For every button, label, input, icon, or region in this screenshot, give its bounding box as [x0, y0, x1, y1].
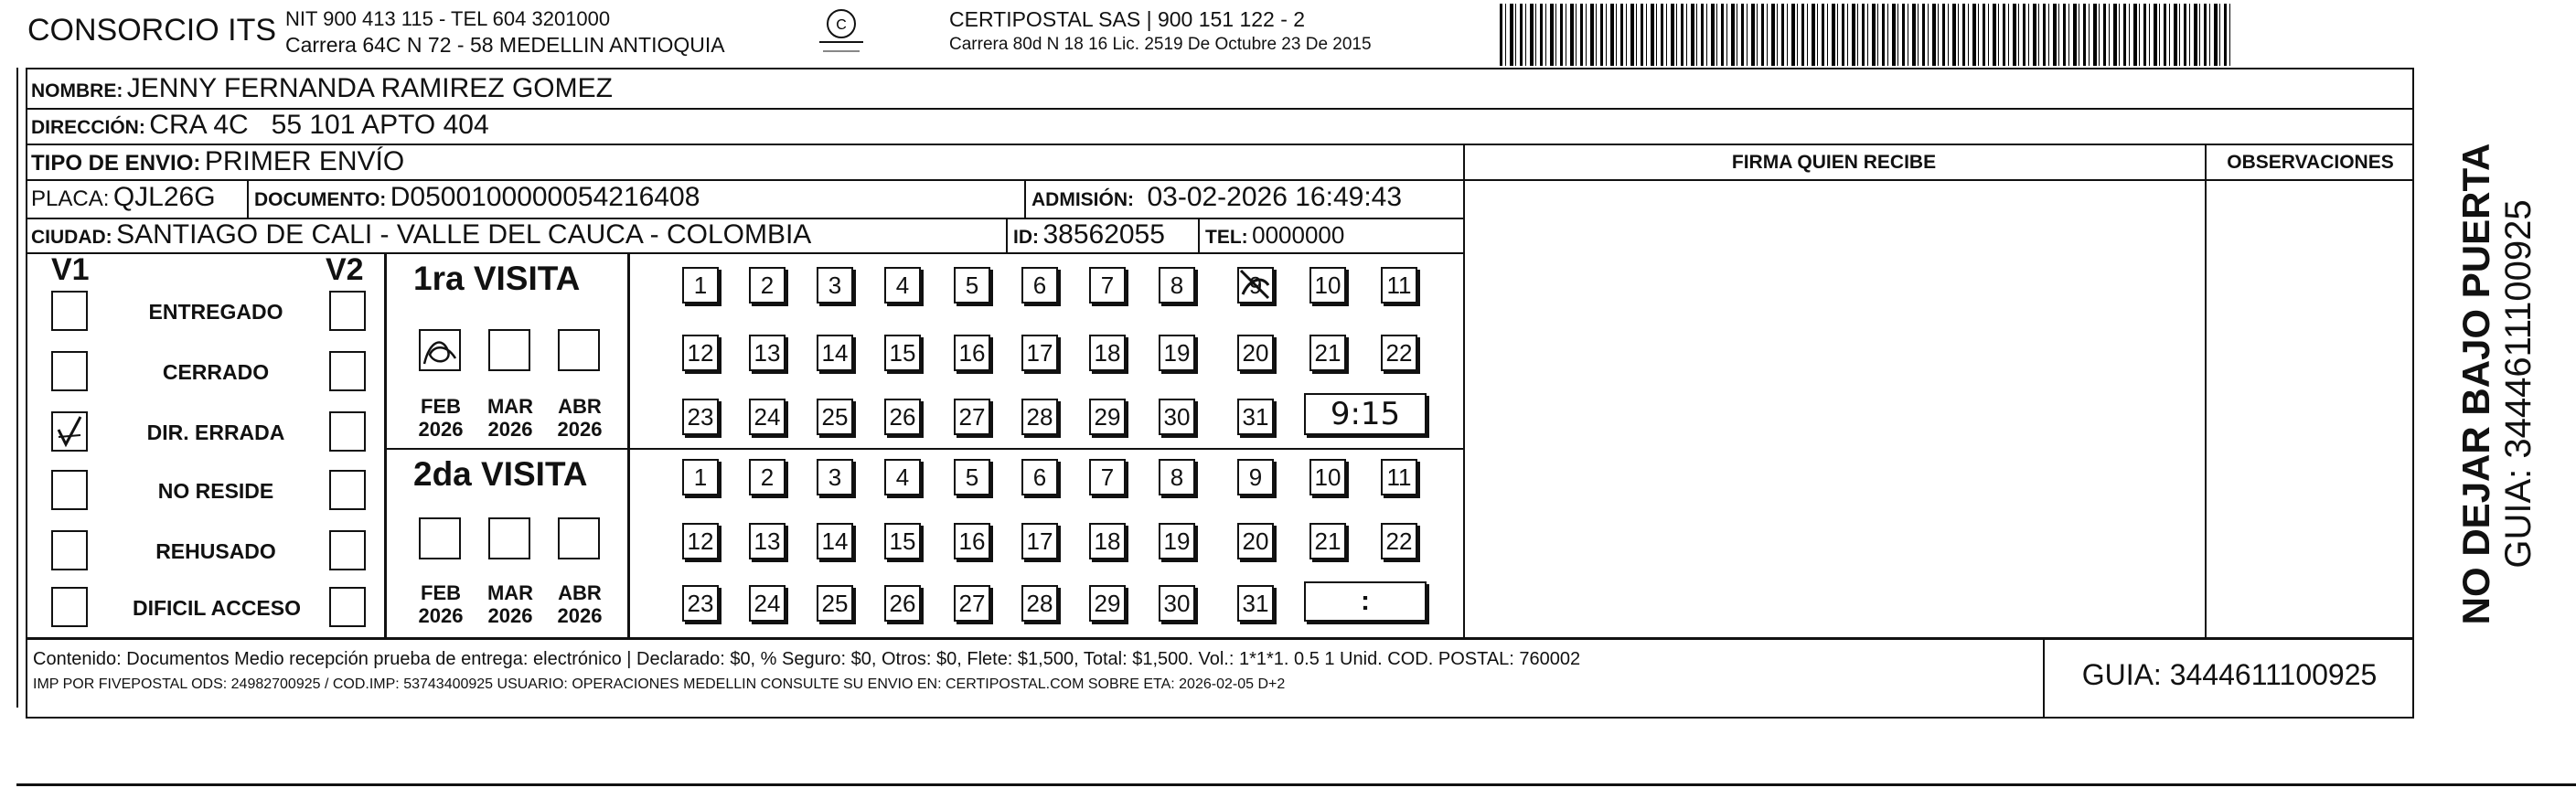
month-name: FEB: [421, 581, 461, 604]
col-line: [384, 252, 387, 637]
tel-value: 0000000: [1252, 221, 1345, 249]
first-visit-day-box[interactable]: [1381, 267, 1417, 303]
second-visit-day-box[interactable]: [1381, 523, 1417, 559]
handwritten-mark-icon: [1237, 267, 1274, 303]
month-label: [483, 581, 538, 627]
first-visit-day-box[interactable]: [1089, 267, 1126, 303]
second-visit-day-box[interactable]: [682, 459, 719, 495]
day-number: 8: [1170, 463, 1184, 491]
second-visit-day-box[interactable]: [1237, 523, 1274, 559]
firma-header: FIRMA QUIEN RECIBE: [1731, 152, 1937, 173]
tel-label: TEL:: [1205, 227, 1248, 248]
day-number: 23: [687, 403, 714, 431]
second-visit-time-box[interactable]: [1304, 581, 1427, 622]
status-label: CERRADO: [162, 360, 270, 384]
certipostal-address: Carrera 80d N 18 16 Lic. 2519 De Octubre 23 De 2015: [949, 35, 1372, 54]
day-number: 20: [1242, 527, 1269, 555]
month-year: 2026: [557, 418, 603, 441]
v1-checkbox[interactable]: [51, 530, 88, 570]
day-number: 1: [693, 272, 708, 299]
v1-label: V1: [51, 252, 90, 287]
second-visit-day-box[interactable]: [1309, 459, 1346, 495]
check-mark-icon: [53, 413, 86, 450]
day-number: 4: [895, 272, 910, 299]
first-visit-day-box[interactable]: [1237, 335, 1274, 371]
svg-text:C: C: [836, 17, 847, 33]
month-label: [552, 395, 607, 441]
day-number: 13: [754, 527, 781, 555]
day-number: 9: [1248, 272, 1263, 299]
day-number: 21: [1314, 527, 1341, 555]
day-number: 16: [958, 339, 986, 367]
day-number: 15: [889, 527, 916, 555]
status-label: ENTREGADO: [148, 300, 283, 324]
first-visit-day-box[interactable]: [1309, 335, 1346, 371]
second-visit-day-box[interactable]: [682, 523, 719, 559]
second-visit-day-box[interactable]: [954, 459, 990, 495]
second-visit-day-box[interactable]: [884, 523, 921, 559]
ciudad-value: SANTIAGO DE CALI - VALLE DEL CAUCA - COLOMBIA: [116, 219, 812, 250]
day-number: 17: [1026, 527, 1053, 555]
day-number: 21: [1314, 339, 1341, 367]
month-label: [483, 395, 538, 441]
second-visit-day-box[interactable]: [682, 585, 719, 622]
v1-checkbox[interactable]: [51, 587, 88, 627]
imp-text: IMP POR FIVEPOSTAL ODS: 24982700925 / COD.IMP: 53743400925 USUARIO: OPERACIONES MEDELLIN CONSULTE SU ENVIO EN: CERTIPOSTAL.COM SOBRE ETA: 2026-02-05 D+2: [33, 676, 1286, 692]
day-number: 7: [1100, 272, 1115, 299]
first-visit-day-box[interactable]: [954, 267, 990, 303]
month-label: [413, 395, 468, 441]
id-label: ID:: [1013, 227, 1039, 248]
month-name: FEB: [421, 395, 461, 418]
placa-row: [31, 182, 216, 213]
ciudad-label: CIUDAD:: [31, 227, 112, 248]
second-visit-day-box[interactable]: [1237, 585, 1274, 622]
row-line: [26, 252, 1463, 254]
second-visit-day-box[interactable]: [884, 459, 921, 495]
v2-checkbox[interactable]: [329, 470, 366, 510]
day-number: 11: [1386, 463, 1412, 491]
day-number: 3: [828, 463, 842, 491]
nombre-row: [31, 73, 613, 104]
day-number: 4: [895, 463, 910, 491]
day-number: 1: [693, 463, 708, 491]
second-visit-day-box[interactable]: [1159, 523, 1195, 559]
second-visit-day-box[interactable]: [1089, 459, 1126, 495]
footer-guia: GUIA: 3444611100925: [2081, 658, 2378, 691]
second-visit-day-box[interactable]: [749, 523, 786, 559]
contenido-text: Contenido: Documentos Medio recepción prueba de entrega: electrónico | Declarado: $0, % Seguro: $0, Otros: $0, Flete: $1,500, Total: $1,500. Vol.: 1*1*1. 0.5 1 Unid. COD. POSTAL: 760002: [33, 649, 1581, 669]
second-visit-day-box[interactable]: [954, 585, 990, 622]
day-number: 22: [1385, 339, 1413, 367]
first-visit-day-box[interactable]: [1237, 267, 1274, 303]
second-visit-day-box[interactable]: [1159, 459, 1195, 495]
day-number: 19: [1163, 527, 1191, 555]
first-visit-day-box[interactable]: [682, 267, 719, 303]
month-label: [552, 581, 607, 627]
left-edge-line: [16, 68, 18, 708]
direccion-value: CRA 4C 55 101 APTO 404: [149, 110, 489, 140]
day-number: 10: [1314, 272, 1341, 299]
day-number: 16: [958, 527, 986, 555]
direccion-label: DIRECCIÓN:: [31, 117, 145, 138]
second-visit-day-box[interactable]: [1021, 523, 1058, 559]
day-number: 22: [1385, 527, 1413, 555]
side-guia: GUIA: 3444611100925: [2498, 199, 2539, 569]
first-visit-month-box[interactable]: [419, 329, 461, 371]
second-visit-day-box[interactable]: [817, 585, 853, 622]
day-number: 14: [821, 339, 849, 367]
second-visit-day-box[interactable]: [749, 459, 786, 495]
day-number: 30: [1163, 403, 1191, 431]
month-name: ABR: [558, 395, 602, 418]
second-visit-day-box[interactable]: [1021, 459, 1058, 495]
nombre-value: JENNY FERNANDA RAMIREZ GOMEZ: [126, 73, 613, 103]
placa-value: QJL26G: [112, 182, 216, 212]
day-number: 5: [965, 272, 979, 299]
row-line: [26, 179, 2414, 181]
first-visit-day-box[interactable]: [1381, 335, 1417, 371]
second-visit-day-box[interactable]: [817, 459, 853, 495]
day-number: 17: [1026, 339, 1053, 367]
day-number: 12: [687, 527, 714, 555]
v2-label: V2: [326, 252, 364, 287]
day-number: 11: [1386, 272, 1412, 299]
col-line: [2205, 144, 2207, 638]
second-visit-time: :: [1361, 586, 1370, 616]
col-line: [1024, 179, 1026, 218]
first-visit-title: 1ra VISITA: [413, 260, 581, 297]
month-year: 2026: [418, 418, 464, 441]
month-name: MAR: [486, 581, 534, 604]
admision-label: ADMISIÓN:: [1031, 189, 1134, 210]
second-visit-day-box[interactable]: [1237, 459, 1274, 495]
id-row: [1013, 219, 1165, 250]
tipo-row: [31, 146, 404, 177]
id-value: 38562055: [1042, 219, 1165, 250]
first-visit-time-box[interactable]: [1304, 393, 1427, 435]
day-number: 2: [760, 463, 775, 491]
first-visit-day-box[interactable]: [1159, 335, 1195, 371]
day-number: 18: [1094, 527, 1121, 555]
observaciones-header: OBSERVACIONES: [2227, 152, 2394, 173]
day-number: 6: [1032, 272, 1047, 299]
first-visit-time: 9:15: [1330, 396, 1401, 432]
day-number: 23: [687, 590, 714, 617]
second-visit-day-box[interactable]: [1309, 523, 1346, 559]
v2-checkbox[interactable]: [329, 587, 366, 627]
first-visit-day-box[interactable]: [682, 335, 719, 371]
first-visit-day-box[interactable]: [954, 399, 990, 435]
day-number: 8: [1170, 272, 1184, 299]
company-name: CONSORCIO ITS: [27, 13, 277, 48]
second-visit-title: 2da VISITA: [413, 455, 588, 493]
second-visit-month-box[interactable]: [419, 517, 461, 559]
second-visit-day-box[interactable]: [749, 585, 786, 622]
first-visit-day-box[interactable]: [1159, 267, 1195, 303]
day-number: 26: [889, 590, 916, 617]
second-visit-day-box[interactable]: [1089, 585, 1126, 622]
second-visit-day-box[interactable]: [1159, 585, 1195, 622]
col-line: [1463, 144, 1465, 638]
day-number: 31: [1242, 590, 1269, 617]
handwritten-mark-icon: [421, 331, 459, 369]
status-label: DIFICIL ACCESO: [132, 596, 301, 620]
day-number: 10: [1314, 463, 1341, 491]
second-visit-day-box[interactable]: [1381, 459, 1417, 495]
v1-checkbox[interactable]: [51, 291, 88, 331]
first-visit-day-box[interactable]: [1089, 399, 1126, 435]
second-visit-month-box[interactable]: [558, 517, 600, 559]
admision-value: 03-02-2026 16:49:43: [1147, 182, 1403, 212]
month-label: [413, 581, 468, 627]
row-line: [26, 144, 2414, 145]
day-number: 2: [760, 272, 775, 299]
v2-checkbox[interactable]: [329, 530, 366, 570]
day-number: 24: [754, 403, 781, 431]
v1-checkbox[interactable]: [51, 411, 88, 452]
day-number: 15: [889, 339, 916, 367]
documento-label: DOCUMENTO:: [254, 189, 387, 210]
status-label: REHUSADO: [155, 539, 276, 563]
first-visit-day-box[interactable]: [954, 335, 990, 371]
first-visit-day-box[interactable]: [1159, 399, 1195, 435]
second-visit-month-box[interactable]: [488, 517, 530, 559]
day-number: 29: [1094, 590, 1121, 617]
first-visit-day-box[interactable]: [1021, 267, 1058, 303]
col-line: [1006, 218, 1008, 252]
day-number: 20: [1242, 339, 1269, 367]
first-visit-day-box[interactable]: [817, 267, 853, 303]
month-year: 2026: [487, 418, 533, 441]
v2-checkbox[interactable]: [329, 291, 366, 331]
v1-checkbox[interactable]: [51, 351, 88, 391]
tipo-value: PRIMER ENVÍO: [204, 146, 405, 176]
direccion-row: [31, 110, 489, 141]
tel-row: [1205, 221, 1344, 250]
first-visit-day-box[interactable]: [682, 399, 719, 435]
second-visit-day-box[interactable]: [1089, 523, 1126, 559]
admision-row: [1031, 182, 1402, 213]
second-visit-day-box[interactable]: [884, 585, 921, 622]
day-number: 7: [1100, 463, 1115, 491]
day-number: 18: [1094, 339, 1121, 367]
certipostal-logo: [814, 7, 869, 59]
second-visit-day-box[interactable]: [954, 523, 990, 559]
first-visit-day-box[interactable]: [749, 267, 786, 303]
day-number: 26: [889, 403, 916, 431]
day-number: 9: [1248, 463, 1263, 491]
first-visit-month-box[interactable]: [558, 329, 600, 371]
certipostal-logo-icon: [814, 7, 869, 59]
placa-label: PLACA:: [31, 186, 110, 211]
first-visit-day-box[interactable]: [884, 399, 921, 435]
first-visit-day-box[interactable]: [1089, 335, 1126, 371]
status-label: NO RESIDE: [157, 479, 274, 503]
row-line: [26, 637, 2414, 640]
month-year: 2026: [557, 604, 603, 627]
day-number: 19: [1163, 339, 1191, 367]
first-visit-day-box[interactable]: [749, 399, 786, 435]
v2-checkbox[interactable]: [329, 351, 366, 391]
day-number: 3: [828, 272, 842, 299]
bottom-rule: [16, 783, 2576, 786]
day-number: 25: [821, 590, 849, 617]
col-line: [1198, 218, 1200, 252]
col-line: [627, 252, 630, 637]
first-visit-day-box[interactable]: [749, 335, 786, 371]
day-number: 28: [1026, 590, 1053, 617]
documento-row: [254, 182, 700, 213]
col-line: [247, 179, 249, 218]
month-year: 2026: [418, 604, 464, 627]
nombre-label: NOMBRE:: [31, 80, 123, 101]
day-number: 24: [754, 590, 781, 617]
day-number: 14: [821, 527, 849, 555]
first-visit-month-box[interactable]: [488, 329, 530, 371]
tipo-label: TIPO DE ENVIO:: [31, 151, 201, 176]
row-line: [384, 448, 1463, 450]
first-visit-day-box[interactable]: [884, 335, 921, 371]
month-year: 2026: [487, 604, 533, 627]
day-number: 31: [1242, 403, 1269, 431]
day-number: 27: [958, 590, 986, 617]
first-visit-day-box[interactable]: [1309, 267, 1346, 303]
day-number: 30: [1163, 590, 1191, 617]
first-visit-day-box[interactable]: [817, 335, 853, 371]
first-visit-day-box[interactable]: [884, 267, 921, 303]
company-address: Carrera 64C N 72 - 58 MEDELLIN ANTIOQUIA: [285, 33, 725, 57]
ciudad-row: [31, 219, 811, 250]
day-number: 29: [1094, 403, 1121, 431]
month-name: ABR: [558, 581, 602, 604]
day-number: 12: [687, 339, 714, 367]
company-nit: NIT 900 413 115 - TEL 604 3201000: [285, 7, 611, 30]
first-visit-day-box[interactable]: [1021, 335, 1058, 371]
certipostal-name: CERTIPOSTAL SAS | 900 151 122 - 2: [949, 7, 1306, 31]
v1-checkbox[interactable]: [51, 470, 88, 510]
no-dejar-bajo-puerta: NO DEJAR BAJO PUERTA: [2454, 143, 2497, 625]
barcode: [1500, 4, 2231, 66]
documento-value: D0500100000054216408: [390, 182, 700, 212]
day-number: 5: [965, 463, 979, 491]
second-visit-day-box[interactable]: [817, 523, 853, 559]
first-visit-day-box[interactable]: [1021, 399, 1058, 435]
first-visit-day-box[interactable]: [817, 399, 853, 435]
day-number: 13: [754, 339, 781, 367]
second-visit-day-box[interactable]: [1021, 585, 1058, 622]
day-number: 25: [821, 403, 849, 431]
first-visit-day-box[interactable]: [1237, 399, 1274, 435]
month-name: MAR: [486, 395, 534, 418]
day-number: 28: [1026, 403, 1053, 431]
day-number: 27: [958, 403, 986, 431]
day-number: 6: [1032, 463, 1047, 491]
status-label: DIR. ERRADA: [146, 421, 285, 444]
v2-checkbox[interactable]: [329, 411, 366, 452]
